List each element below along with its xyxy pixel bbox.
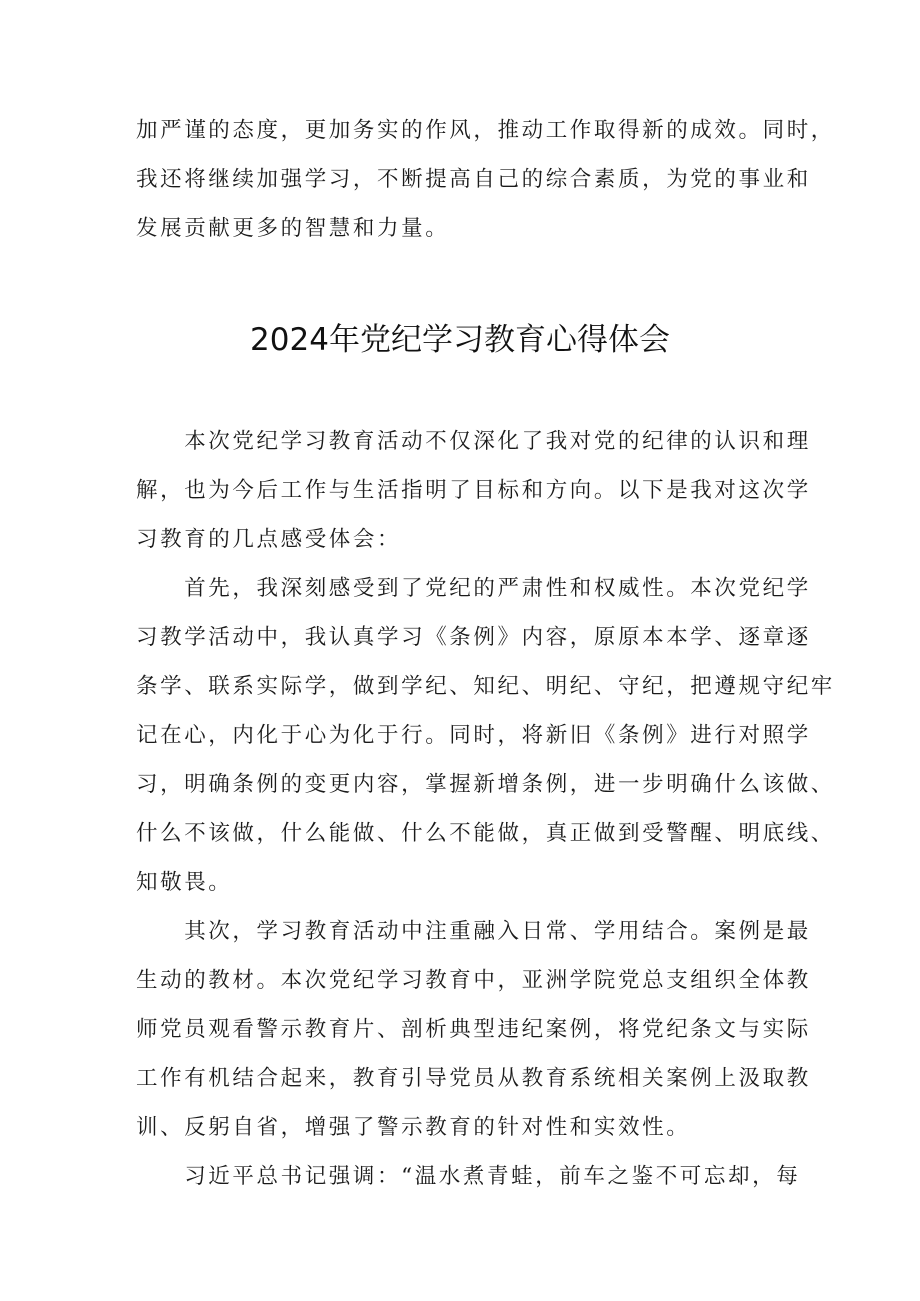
text-line: 什么不该做，什么能做、什么不能做，真正做到受警醒、明底线、 (136, 821, 835, 846)
text-line: 加严谨的态度，更加务实的作风，推动工作取得新的成效。同时， (136, 118, 835, 143)
text-line: 工作有机结合起来，教育引导党员从教育系统相关案例上汲取教 (136, 1066, 811, 1091)
text-line: 记在心，内化于心为化于行。同时，将新旧《条例》进行对照学 (136, 723, 811, 748)
text-line: 习教育的几点感受体会： (136, 527, 402, 552)
text-line: 习近平总书记强调：“温水煮青蛙，前车之鉴不可忘却，每 (136, 1164, 801, 1189)
text-line: 知敬畏。 (136, 870, 233, 895)
text-line: 师党员观看警示教育片、剖析典型违纪案例，将党纪条文与实际 (136, 1017, 811, 1042)
document-title: 2024年党纪学习教育心得体会 (250, 322, 670, 358)
text-line: 训、反躬自省，增强了警示教育的针对性和实效性。 (136, 1115, 691, 1140)
text-line: 习，明确条例的变更内容，掌握新增条例，进一步明确什么该做、 (136, 772, 835, 797)
text-line: 本次党纪学习教育活动不仅深化了我对党的纪律的认识和理 (136, 429, 811, 454)
text-line: 其次，学习教育活动中注重融入日常、学用结合。案例是最 (136, 919, 811, 944)
text-line: 习教学活动中，我认真学习《条例》内容，原原本本学、逐章逐 (136, 625, 811, 650)
text-line: 我还将继续加强学习，不断提高自己的综合素质，为党的事业和 (136, 167, 811, 192)
text-line: 生动的教材。本次党纪学习教育中，亚洲学院党总支组织全体教 (136, 968, 811, 993)
text-line: 条学、联系实际学，做到学纪、知纪、明纪、守纪，把遵规守纪牢 (136, 674, 835, 699)
text-line: 首先，我深刻感受到了党纪的严肃性和权威性。本次党纪学 (136, 576, 811, 601)
body-text (136, 417, 835, 1201)
text-line: 解，也为今后工作与生活指明了目标和方向。以下是我对这次学 (136, 478, 811, 503)
previous-section-tail (136, 106, 835, 253)
text-line: 发展贡献更多的智慧和力量。 (136, 216, 450, 241)
